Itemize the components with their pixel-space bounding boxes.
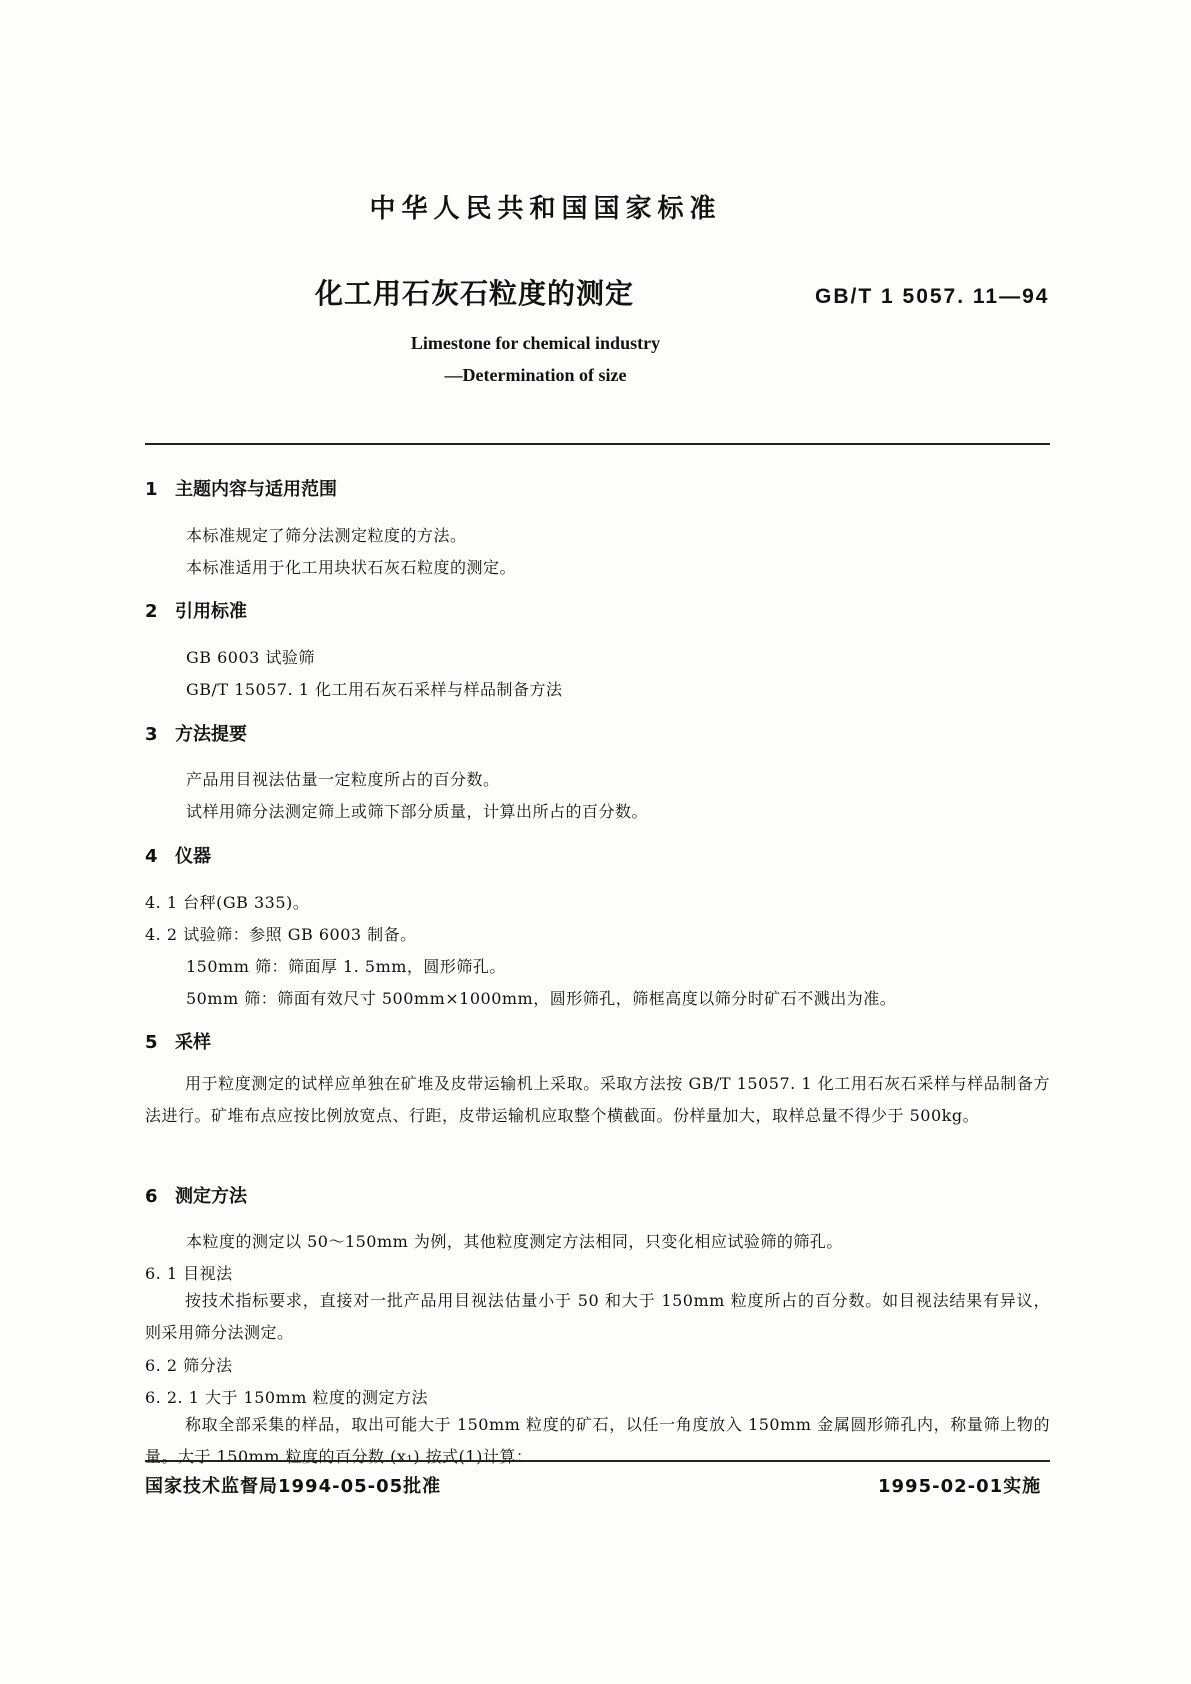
section-5-paragraph: 用于粒度测定的试样应单独在矿堆及皮带运输机上采取。采取方法按 GB/T 15057. 1 化工用石灰石采样与样品制备方法进行。矿堆布点应按比例放宽点、行距，皮带运输机应取整个横截面。份样量加大，取样总量不得少于 500kg。 (145, 1074, 1050, 1125)
section-4-sieve-150: 150mm 筛：筛面厚 1. 5mm，圆形筛孔。 (186, 957, 506, 976)
section-4-2-item: 4. 2 试验筛：参照 GB 6003 制备。 (145, 925, 417, 944)
section-1-line-2: 本标准适用于化工用块状石灰石粒度的测定。 (186, 558, 517, 577)
section-4-sieve-50: 50mm 筛：筛面有效尺寸 500mm×1000mm，圆形筛孔，筛框高度以筛分时矿石不溅出为准。 (186, 989, 897, 1008)
section-2-title: 引用标准 (175, 601, 247, 622)
section-1-number: 1 (145, 479, 158, 500)
section-2-number: 2 (145, 601, 158, 622)
document-title-en-line2: —Determination of size (444, 365, 627, 385)
implementation-date: 1995-02-01实施 (878, 1476, 1042, 1497)
approval-date: 国家技术监督局1994-05-05批准 (145, 1476, 442, 1497)
section-6-2-1-heading: 6. 2. 1 大于 150mm 粒度的测定方法 (145, 1388, 429, 1407)
section-3-line-2: 试样用筛分法测定筛上或筛下部分质量，计算出所占的百分数。 (186, 802, 649, 821)
section-5-title: 采样 (175, 1032, 211, 1053)
standard-code: GB/T 1 5057. 11—94 (815, 285, 1050, 308)
section-6-intro: 本粒度的测定以 50～150mm 为例，其他粒度测定方法相同，只变化相应试验筛的筛孔。 (186, 1232, 843, 1251)
section-6-2-1-paragraph: 称取全部采集的样品，取出可能大于 150mm 粒度的矿石，以任一角度放入 150mm 金属圆形筛孔内，称量筛上物的量。大于 150mm 粒度的百分数 (x₁) 按式(1)计算： (145, 1415, 1050, 1466)
section-1-heading (145, 475, 337, 501)
section-3-title: 方法提要 (175, 724, 247, 745)
section-1-title: 主题内容与适用范围 (175, 479, 337, 500)
section-6-1-paragraph: 按技术指标要求，直接对一批产品用目视法估量小于 50 和大于 150mm 粒度所占的百分数。如目视法结果有异议，则采用筛分法测定。 (145, 1291, 1050, 1342)
section-3-number: 3 (145, 724, 158, 745)
standard-type-heading: 中华人民共和国国家标准 (369, 194, 722, 224)
section-6-number: 6 (145, 1186, 158, 1207)
section-6-title: 测定方法 (175, 1186, 247, 1207)
section-2-heading (145, 597, 247, 623)
section-4-title: 仪器 (175, 846, 211, 867)
section-4-1-item: 4. 1 台秤(GB 335)。 (145, 893, 310, 912)
section-6-1-heading: 6. 1 目视法 (145, 1264, 233, 1283)
section-2-line-1: GB 6003 试验筛 (186, 648, 315, 667)
section-1-line-1: 本标准规定了筛分法测定粒度的方法。 (186, 526, 467, 545)
document-title-en-line1: Limestone for chemical industry (410, 333, 661, 353)
header-divider (145, 443, 1050, 445)
document-title-cn: 化工用石灰石粒度的测定 (315, 277, 635, 310)
section-4-heading (145, 842, 211, 868)
section-5-heading (145, 1028, 211, 1054)
section-6-heading (145, 1182, 247, 1208)
section-6-2-heading: 6. 2 筛分法 (145, 1356, 233, 1375)
section-3-line-1: 产品用目视法估量一定粒度所占的百分数。 (186, 770, 500, 789)
section-2-line-2: GB/T 15057. 1 化工用石灰石采样与样品制备方法 (186, 680, 563, 699)
footer-divider (145, 1460, 1050, 1462)
section-3-heading (145, 720, 247, 746)
section-5-number: 5 (145, 1032, 158, 1053)
section-4-number: 4 (145, 846, 158, 867)
